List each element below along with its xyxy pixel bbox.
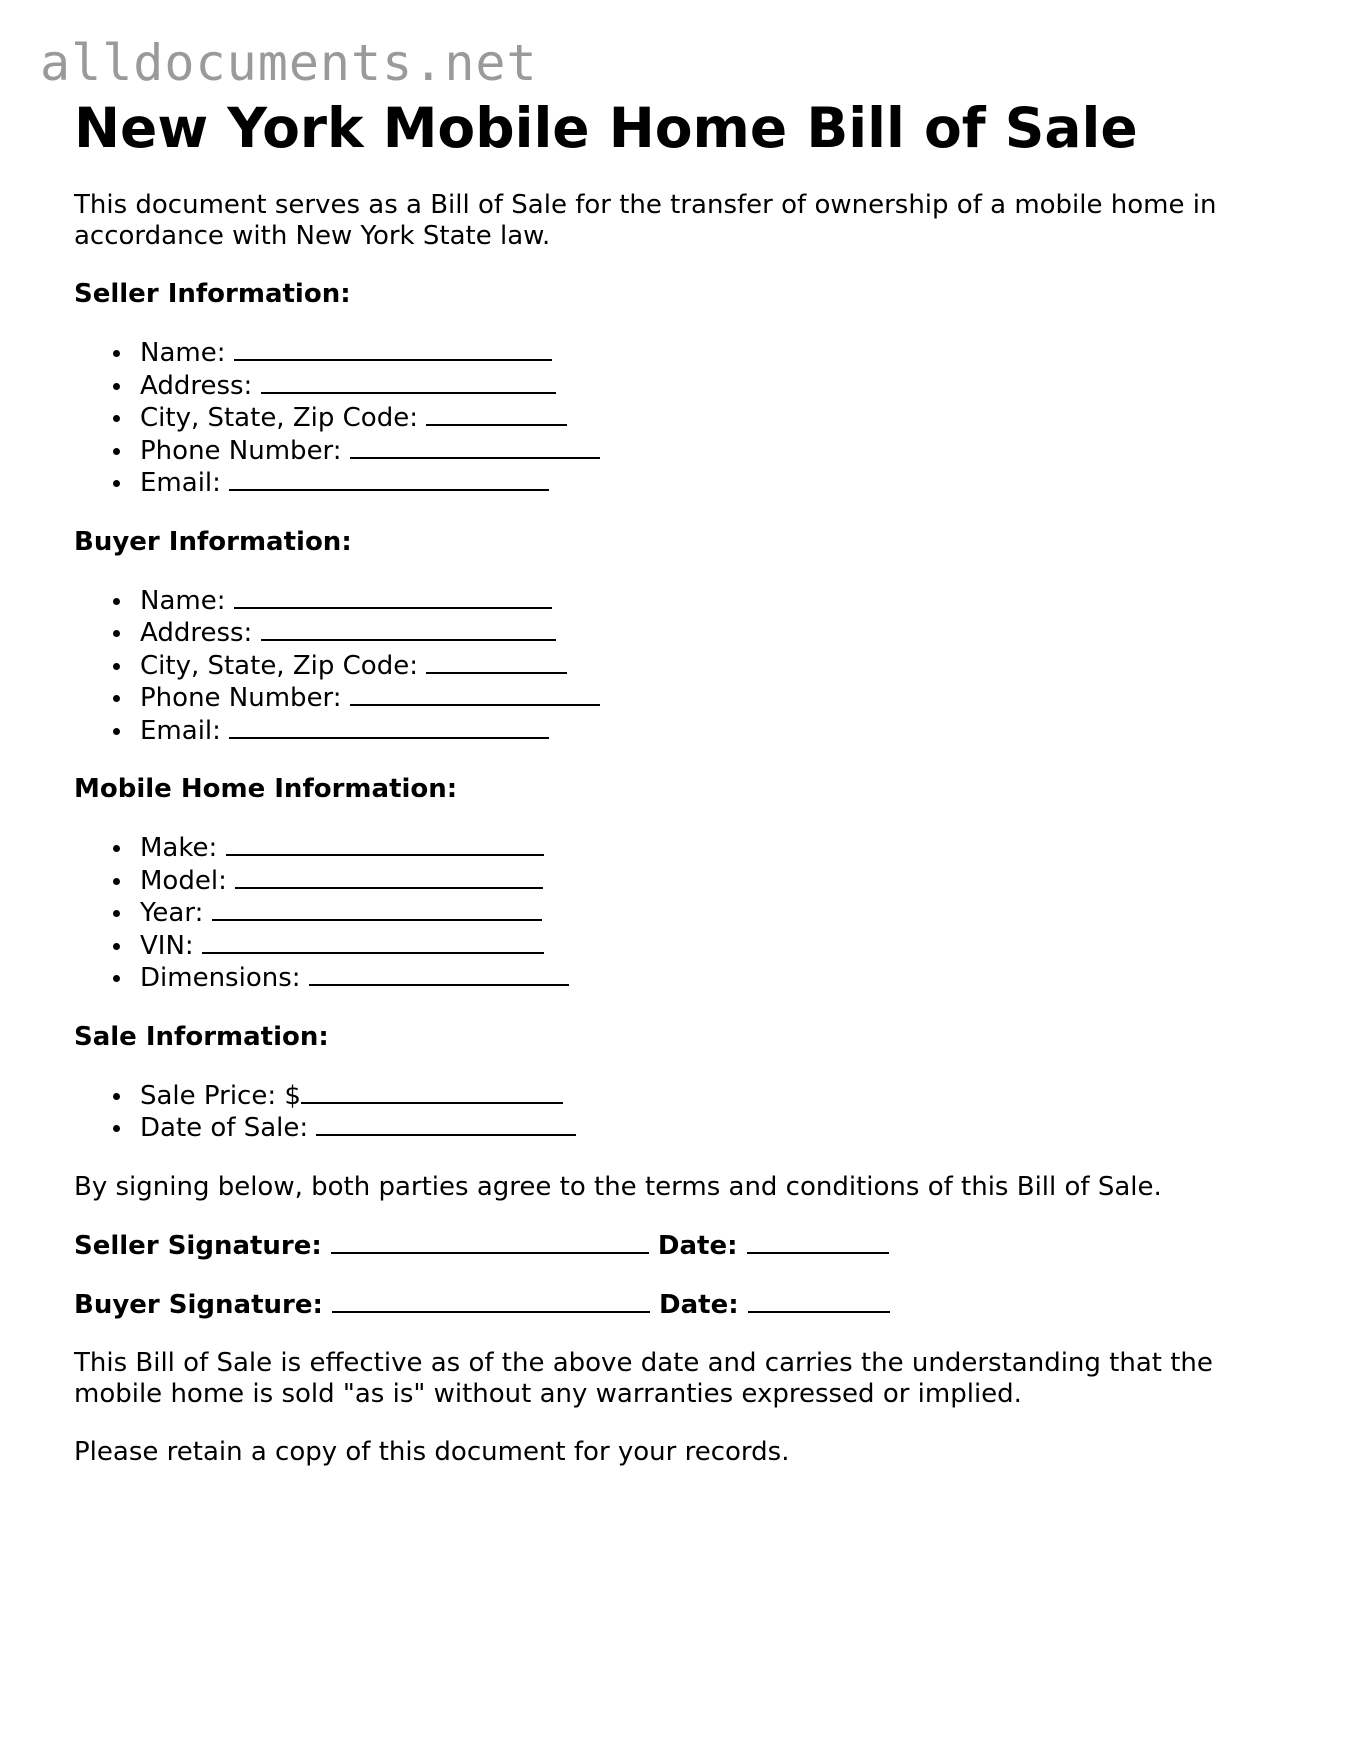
- buyer-date-label: Date:: [659, 1289, 739, 1320]
- sale-heading: Sale Information:: [74, 1021, 329, 1052]
- seller-name-field[interactable]: Name:: [140, 337, 1304, 370]
- make-field[interactable]: Make:: [140, 832, 1304, 865]
- sale-price-field[interactable]: Sale Price: $: [140, 1080, 1304, 1113]
- document-title: New York Mobile Home Bill of Sale: [74, 96, 1138, 160]
- mobile-home-heading: Mobile Home Information:: [74, 774, 458, 804]
- buyer-date-blank[interactable]: [748, 1289, 890, 1313]
- agreement-paragraph: By signing below, both parties agree to the terms and conditions of this Bill of Sale.: [74, 1171, 1162, 1202]
- seller-city-state-zip-field[interactable]: City, State, Zip Code:: [140, 402, 1304, 435]
- seller-address-field[interactable]: Address:: [140, 370, 1304, 403]
- buyer-signature-blank[interactable]: [332, 1289, 650, 1313]
- sale-fields: [74, 1080, 1304, 1145]
- seller-phone-field[interactable]: Phone Number:: [140, 435, 1304, 468]
- buyer-email-field[interactable]: Email:: [140, 715, 1304, 748]
- date-of-sale-field[interactable]: Date of Sale:: [140, 1112, 1304, 1145]
- buyer-phone-field[interactable]: Phone Number:: [140, 682, 1304, 715]
- seller-signature-blank[interactable]: [331, 1230, 649, 1254]
- seller-fields: [74, 337, 1304, 500]
- dimensions-field[interactable]: Dimensions:: [140, 962, 1304, 995]
- seller-date-blank[interactable]: [747, 1230, 889, 1254]
- buyer-city-state-zip-field[interactable]: City, State, Zip Code:: [140, 650, 1304, 683]
- buyer-address-field[interactable]: Address:: [140, 617, 1304, 650]
- mobile-home-fields: [74, 832, 1304, 995]
- seller-email-field[interactable]: Email:: [140, 467, 1304, 500]
- document-page: [74, 96, 1304, 1468]
- seller-signature-line[interactable]: [74, 1230, 1304, 1262]
- buyer-signature-label: Buyer Signature:: [74, 1289, 323, 1320]
- buyer-signature-line[interactable]: [74, 1289, 1304, 1321]
- seller-heading: Seller Information:: [74, 279, 351, 309]
- intro-paragraph: This document serves as a Bill of Sale for the transfer of ownership of a mobile home in accordance with New York State law.: [74, 190, 1217, 251]
- vin-field[interactable]: VIN:: [140, 930, 1304, 963]
- seller-signature-label: Seller Signature:: [74, 1230, 322, 1261]
- retain-paragraph: Please retain a copy of this document for your records.: [74, 1436, 790, 1467]
- year-field[interactable]: Year:: [140, 897, 1304, 930]
- buyer-fields: [74, 585, 1304, 748]
- model-field[interactable]: Model:: [140, 865, 1304, 898]
- seller-date-label: Date:: [657, 1230, 738, 1261]
- buyer-heading: Buyer Information:: [74, 526, 352, 557]
- buyer-name-field[interactable]: Name:: [140, 585, 1304, 618]
- watermark: alldocuments.net: [40, 34, 538, 92]
- closing-paragraph: This Bill of Sale is effective as of the above date and carries the understanding that the mobile home is sold "as is" without any warranties expressed or implied.: [74, 1347, 1213, 1409]
